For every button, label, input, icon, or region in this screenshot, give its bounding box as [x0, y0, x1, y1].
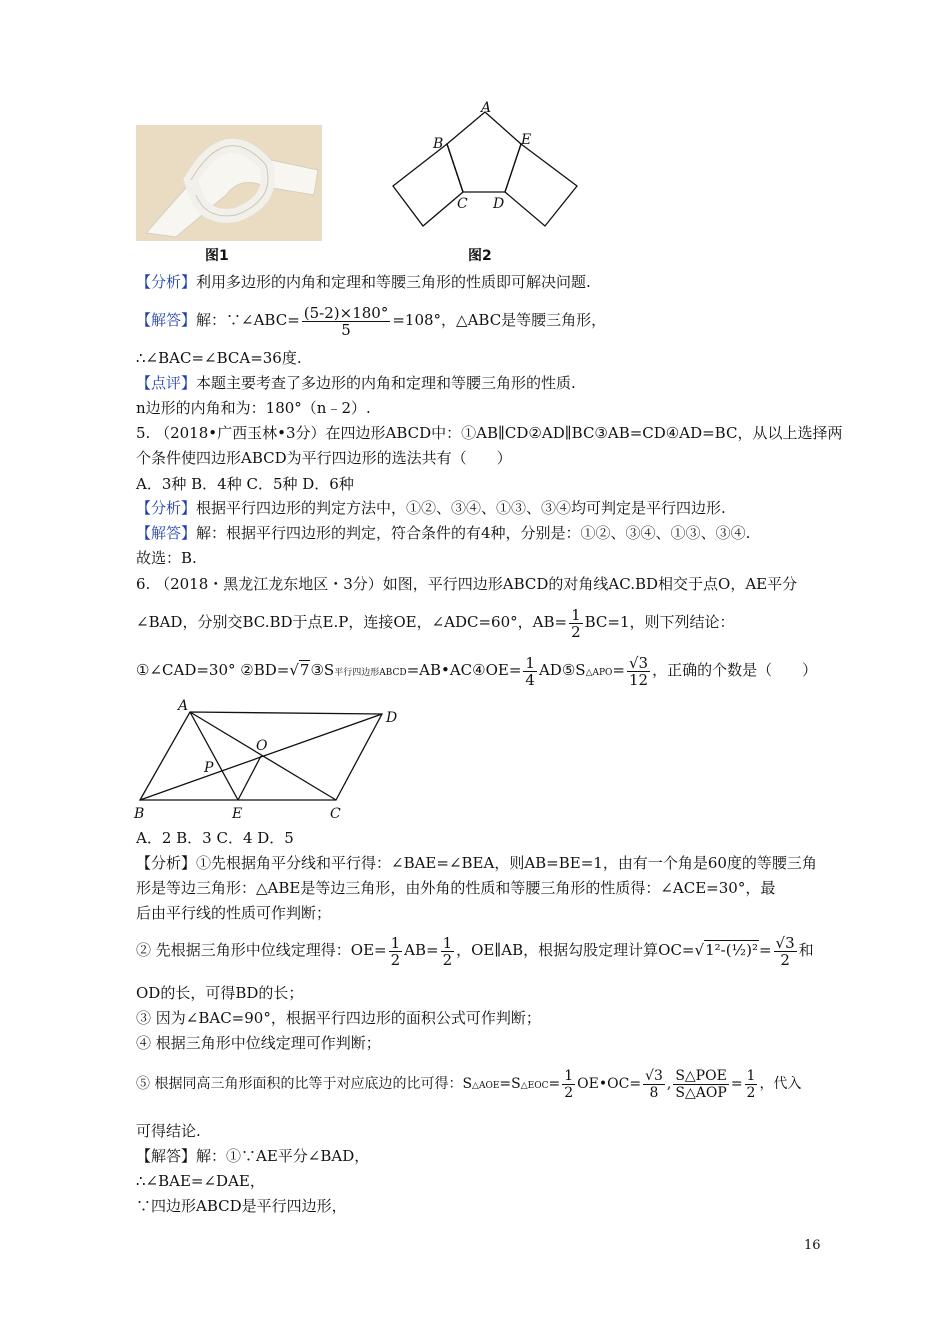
q6-options: A．2 B．3 C．4 D．5 [136, 829, 294, 847]
q4-line5: n边形的内角和为：180°（n﹣2）. [136, 399, 371, 417]
q4-line3: ∴∠BAC=∠BCA=36度. [136, 349, 302, 367]
q6-analysis-4: ② 先根据三角形中位线定理得：OE= $\frac{1}{2}$ AB= $\frac{1}{2}$ ，OE∥AB，根据勾股定理计算OC=√1²-(½)²= $\frac{√3}{2}$ 和 [136, 933, 814, 969]
fig2-label-b: B [433, 136, 444, 152]
q6-line3: ①∠CAD=30° ②BD=√7③S平行四边形ABCD=AB•AC④OE= $\frac{1}{4}$ AD⑤S△APO= $\frac{√3}{12}$ ，正确的个数是（ ） [136, 653, 818, 689]
q4-analysis: 【分析】利用多边形的内角和定理和等腰三角形的性质即可解决问题. [136, 273, 591, 291]
q6-analysis-1: 【分析】①先根据角平分线和平行得：∠BAE=∠BEA，则AB=BE=1，由有一个角是60度的等腰三角 [136, 854, 817, 872]
q6-solution-3: ∵四边形ABCD是平行四边形， [136, 1197, 347, 1215]
q5-analysis: 【分析】根据平行四边形的判定方法中，①②、③④、①③、③④均可判定是平行四边形. [136, 499, 726, 517]
q5-choice: 故选：B. [136, 549, 197, 567]
fig3-label-a: A [178, 698, 189, 714]
figure-1-image [136, 125, 322, 241]
fig3-label-c: C [330, 806, 341, 822]
page-number: 16 [804, 1238, 821, 1253]
fig3-label-p: P [204, 760, 214, 776]
fig2-label-d: D [493, 196, 505, 212]
figure-3-diagram [130, 698, 410, 823]
q5-answer: 【解答】解：根据平行四边形的判定，符合条件的有4种，分别是：①②、③④、①③、③④. [136, 524, 751, 542]
q4-answer: 【解答】解：∵∠ABC= $\frac{(5-2)\times 180^\circ}{5}$ =108°，△ABC是等腰三角形， [136, 303, 607, 339]
q6-analysis-5: OD的长，可得BD的长； [136, 984, 304, 1002]
fig3-label-b: B [134, 806, 145, 822]
q6-line2: ∠BAD，分别交BC.BD于点E.P，连接OE，∠ADC=60°，AB= $\frac{1}{2}$ BC=1，则下列结论： [136, 605, 735, 641]
fig3-label-o: O [256, 738, 268, 754]
q6-solution-2: ∴∠BAE=∠DAE， [136, 1172, 265, 1190]
q5-options: A．3种 B．4种 C．5种 D．6种 [136, 475, 354, 493]
q6-analysis-8: ⑤ 根据同高三角形面积的比等于对应底边的比可得：S△AOE=S△EOC= $\frac{1}{2}$ OE•OC= $\frac{√3}{8}$ , $\frac{\text{S△POE}}{\text{S△AOP}}$ = $\frac{1}{2}$ ，代入 [136, 1067, 802, 1101]
figure-2-caption: 图2 [468, 248, 492, 264]
q4-comment: 【点评】本题主要考查了多边形的内角和定理和等腰三角形的性质. [136, 374, 576, 392]
q6-analysis-6: ③ 因为∠BAC=90°，根据平行四边形的面积公式可作判断； [136, 1009, 541, 1027]
q5-line2: 个条件使四边形ABCD为平行四边形的选法共有（ ） [136, 449, 512, 467]
fig3-label-d: D [386, 710, 398, 726]
figure-1-caption: 图1 [205, 248, 229, 264]
figure-2-diagram [385, 100, 585, 240]
fig2-label-c: C [457, 196, 468, 212]
q6-analysis-9: 可得结论. [136, 1122, 201, 1140]
q6-analysis-3: 后由平行线的性质可作判断； [136, 904, 332, 922]
q6-solution-1: 【解答】解：①∵AE平分∠BAD， [136, 1147, 370, 1165]
fig2-label-e: E [521, 132, 532, 148]
q5-line1: 5. （2018•广西玉林•3分）在四边形ABCD中：①AB∥CD②AD∥BC③AB=CD④AD=BC，从以上选择两 [136, 424, 843, 442]
q6-line1: 6. （2018・黑龙江龙东地区・3分）如图，平行四边形ABCD的对角线AC.BD相交于点O，AE平分 [136, 575, 798, 593]
q6-analysis-2: 形是等边三角形：△ABE是等边三角形，由外角的性质和等腰三角形的性质得：∠ACE=30°，最 [136, 879, 776, 897]
fig2-label-a: A [481, 100, 492, 116]
q6-analysis-7: ④ 根据三角形中位线定理可作判断； [136, 1034, 381, 1052]
fig3-label-e: E [232, 806, 243, 822]
